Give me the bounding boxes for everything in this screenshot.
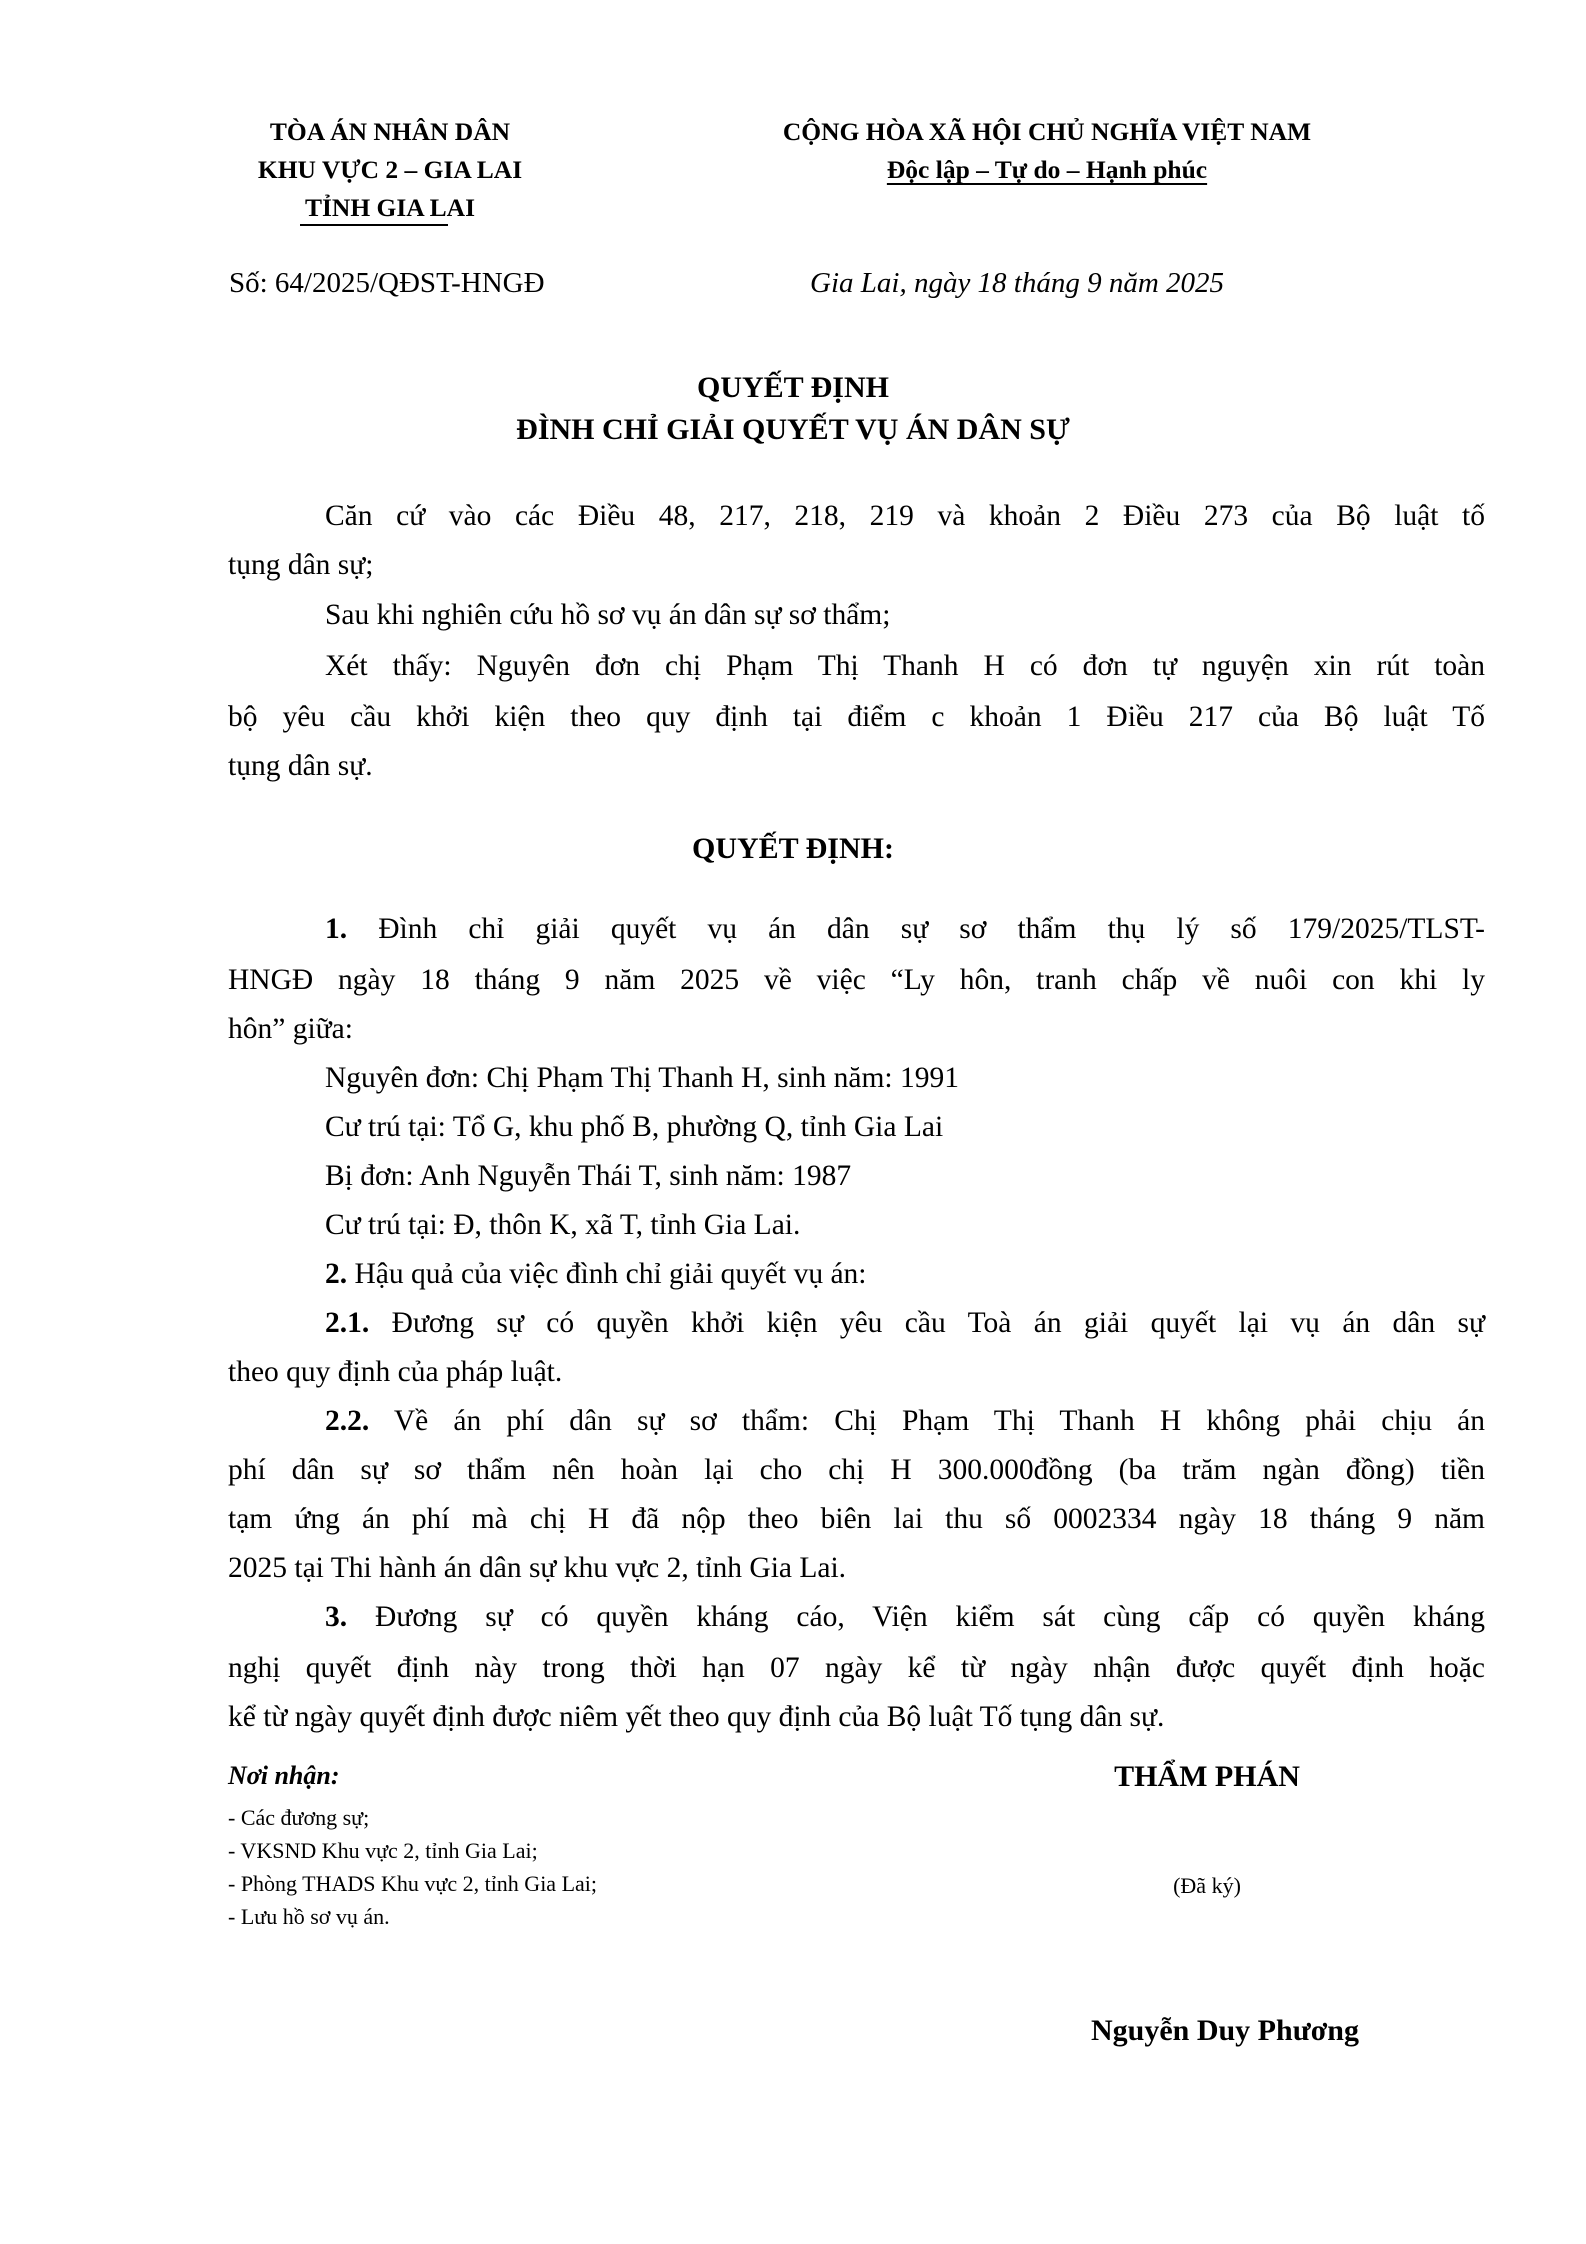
court-name-line-2: KHU VỰC 2 – GIA LAI [257,155,523,184]
court-name-line-3: TỈNH GIA LAI [304,193,476,222]
decision-item-2-2-line: 2025 tại Thi hành án dân sự khu vực 2, tỉnh Gia Lai. [228,1552,847,1584]
recipient-item: - Lưu hồ sơ vụ án. [228,1904,390,1929]
judge-title: THẨM PHÁN [1114,1760,1300,1793]
item-text: Đình chỉ giải quyết vụ án dân sự sơ thẩm thụ lý số 179/2025/TLST- [347,913,1485,945]
item-number: 2.1. [325,1307,370,1339]
national-motto-header [700,113,1394,189]
defendant-address: Cư trú tại: Đ, thôn K, xã T, tỉnh Gia Lai. [325,1209,801,1241]
signed-note: (Đã ký) [1173,1873,1241,1898]
title-line-1: QUYẾT ĐỊNH [697,371,889,404]
preamble-line: bộ yêu cầu khởi kiện theo quy định tại điểm c khoản 1 Điều 217 của Bộ luật Tố [228,701,1485,733]
decision-item-2-2-line: phí dân sự sơ thẩm nên hoàn lại cho chị H 300.000đồng (ba trăm ngàn đồng) tiền [228,1454,1485,1486]
decision-item-2 [228,1256,1485,1292]
item-number: 2. [325,1258,348,1290]
recipient-item: - Các đương sự; [228,1805,370,1830]
decision-item-2-1-line: theo quy định của pháp luật. [228,1356,563,1388]
item-number: 1. [325,913,348,945]
decision-item-2-1 [228,1305,1485,1341]
date: , ngày 18 tháng 9 năm 2025 [899,267,1225,299]
decision-item-3-line: kể từ ngày quyết định được niêm yết theo quy định của Bộ luật Tố tụng dân sự. [228,1701,1165,1733]
decision-heading: QUYẾT ĐỊNH: [692,832,894,865]
place-date [810,265,1224,301]
item-number: 2.2. [325,1405,370,1437]
item-text: Đương sự có quyền khởi kiện yêu cầu Toà án giải quyết lại vụ án dân sự [369,1307,1485,1339]
motto [700,151,1394,189]
country-name: CỘNG HÒA XÃ HỘI CHỦ NGHĨA VIỆT NAM [782,117,1312,146]
recipient-item: - VKSND Khu vực 2, tỉnh Gia Lai; [228,1838,538,1863]
decision-item-1 [228,911,1485,947]
court-name-line-1: TÒA ÁN NHÂN DÂN [269,117,511,146]
preamble-line: Căn cứ vào các Điều 48, 217, 218, 219 và khoản 2 Điều 273 của Bộ luật tố [325,500,1485,532]
plaintiff-address: Cư trú tại: Tổ G, khu phố B, phường Q, tỉnh Gia Lai [325,1111,944,1143]
decision-item-2-2 [228,1403,1485,1439]
decision-item-3-line: nghị quyết định này trong thời hạn 07 ngày kể từ ngày nhận được quyết định hoặc [228,1652,1485,1684]
preamble-line: Sau khi nghiên cứu hồ sơ vụ án dân sự sơ thẩm; [325,599,891,631]
motto-text: Độc lập – Tự do – Hạnh phúc [886,155,1208,184]
title-line-2: ĐÌNH CHỈ GIẢI QUYẾT VỤ ÁN DÂN SỰ [516,413,1070,446]
place: Gia Lai [810,267,900,299]
defendant: Bị đơn: Anh Nguyễn Thái T, sinh năm: 1987 [325,1160,852,1192]
item-text: Đương sự có quyền kháng cáo, Viện kiểm sát cùng cấp có quyền kháng [347,1601,1485,1633]
recipients-list [228,1803,597,1935]
item-number: 3. [325,1601,348,1633]
document-number: Số: 64/2025/QĐST-HNGĐ [229,267,545,299]
preamble-line: Xét thấy: Nguyên đơn chị Phạm Thị Thanh H có đơn tự nguyện xin rút toàn [325,650,1485,682]
document-title [293,367,1293,451]
recipients-heading: Nơi nhận: [228,1761,340,1790]
decision-item-1-line: hôn” giữa: [228,1013,353,1045]
decision-item-1-line: HNGĐ ngày 18 tháng 9 năm 2025 về việc “Ly hôn, tranh chấp về nuôi con khi ly [228,964,1485,996]
preamble-line: tụng dân sự; [228,549,374,581]
preamble-line: tụng dân sự. [228,750,373,782]
court-name-header [190,113,590,227]
item-text: Hậu quả của việc đình chỉ giải quyết vụ án: [347,1258,867,1290]
court-name-underline [300,224,448,226]
recipient-item: - Phòng THADS Khu vực 2, tỉnh Gia Lai; [228,1871,597,1896]
decision-item-2-2-line: tạm ứng án phí mà chị H đã nộp theo biên lai thu số 0002334 ngày 18 tháng 9 năm [228,1503,1485,1535]
judge-name: Nguyễn Duy Phương [1090,2014,1359,2047]
decision-item-3 [228,1599,1485,1635]
item-text: Về án phí dân sự sơ thẩm: Chị Phạm Thị Thanh H không phải chịu án [369,1405,1485,1437]
plaintiff: Nguyên đơn: Chị Phạm Thị Thanh H, sinh năm: 1991 [325,1062,959,1094]
